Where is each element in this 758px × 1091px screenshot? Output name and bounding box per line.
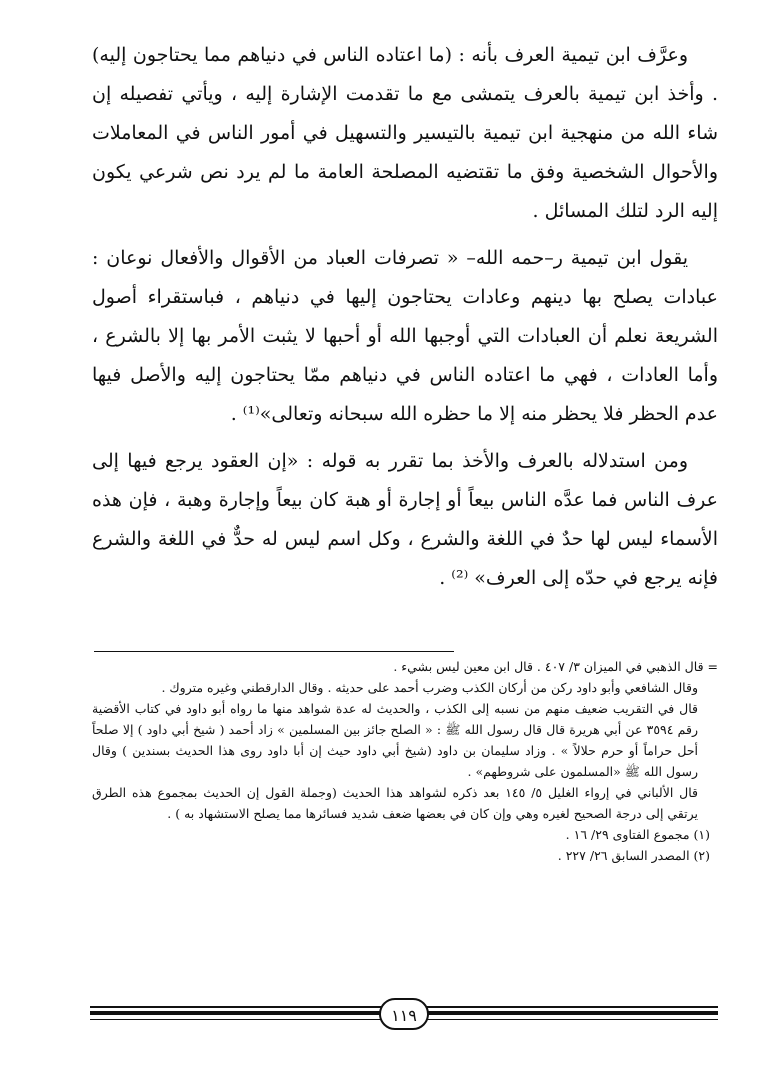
footnote-line: وقال الشافعي وأبو داود ركن من أركان الكذب وضرب أحمد على حديثه . وقال الدارقطني وغيره متروك . <box>161 680 698 695</box>
paragraph-urf-definition: وعرَّف ابن تيمية العرف بأنه : (ما اعتاده الناس في دنياهم مما يحتاجون إليه) . وأخذ ابن تيمية بالعرف يتمشى مع ما تقدمت الإشارة إليه ، ويأتي تفصيله إن شاء الله من منهجية ابن تيمية بالتيسير والتسهيل في أمور الناس في المعاملات والأحوال الشخصية وفق ما تقتضيه المصلحة العامة ما لم يرد نص شرعي يكون إليه الرد لتلك المسائل . <box>92 44 718 222</box>
footnote-line: قال الألباني في إرواء الغليل ٥/ ١٤٥ بعد ذكره لشواهد هذا الحديث (وجملة القول إن الحديث بمجموع هذه الطرق يرتقي إلى درجة الصحيح لغيره وهي وإن كان في بعضها ضعف شديد فسائرها مما يصلح الاستشهاد به ) . <box>92 785 699 821</box>
paragraph-ibn-taymiyya-quote: يقول ابن تيمية ر–حمه الله– « تصرفات العباد من الأقوال والأفعال نوعان : عبادات يصلح بها دينهم وعادات يحتاجون إليها في دنياهم ، فباستقراء أصول الشريعة نعلم أن العبادات التي أوجبها الله أو أحبها لا يثبت الأمر بها إلا بالشرع ، وأما العادات ، فهي ما اعتاده الناس في دنياهم ممّا يحتاجون إليه والأصل فيها عدم الحظر فلا يحظر منه إلا ما حظره الله سبحانه وتعالى»⁽¹⁾ . <box>92 247 718 425</box>
page-number: ١١٩ <box>379 998 429 1030</box>
paragraph-contracts-quote: ومن استدلاله بالعرف والأخذ بما تقرر به قوله : «إن العقود يرجع فيها إلى عرف الناس فما عدَّه الناس بيعاً أو إجارة أو هبة كان بيعاً وإجارة وهبة ، فإن هذه الأسماء ليس لها حدٌ في اللغة والشرع ، وكل اسم ليس له حدٌّ في اللغة والشرع فإنه يرجع في حدّه إلى العرف» ⁽²⁾ . <box>92 450 718 589</box>
main-text <box>92 36 718 598</box>
footnote-line: قال في التقريب ضعيف منهم من نسبه إلى الكذب ، والحديث له عدة شواهد منها ما رواه أبو داود في كتاب الأقضية رقم ٣٥٩٤ عن أبي هريرة قال قال رسول الله ﷺ : « الصلح جائز بين المسلمين » زاد أحمد ( شيخ أبي داود ) إلا صلحاً أحل حراماً أو حرم حلالاً » . وزاد سليمان بن داود (شيخ أبي داود حيث إن أبا داود روى هذا الحديث بسندين ) وقال رسول الله ﷺ «المسلمون على شروطهم» . <box>92 701 698 779</box>
footnote-continued: = قال الذهبي في الميزان ٣/ ٤٠٧ . قال ابن معين ليس بشيء . <box>393 659 718 674</box>
footnote-2: (٢) المصدر السابق ٢٦/ ٢٢٧ . <box>557 848 710 863</box>
footnote-separator <box>94 651 454 652</box>
footnotes <box>92 656 718 866</box>
footnote-1: (١) مجموع الفتاوى ٢٩/ ١٦ . <box>565 827 710 842</box>
